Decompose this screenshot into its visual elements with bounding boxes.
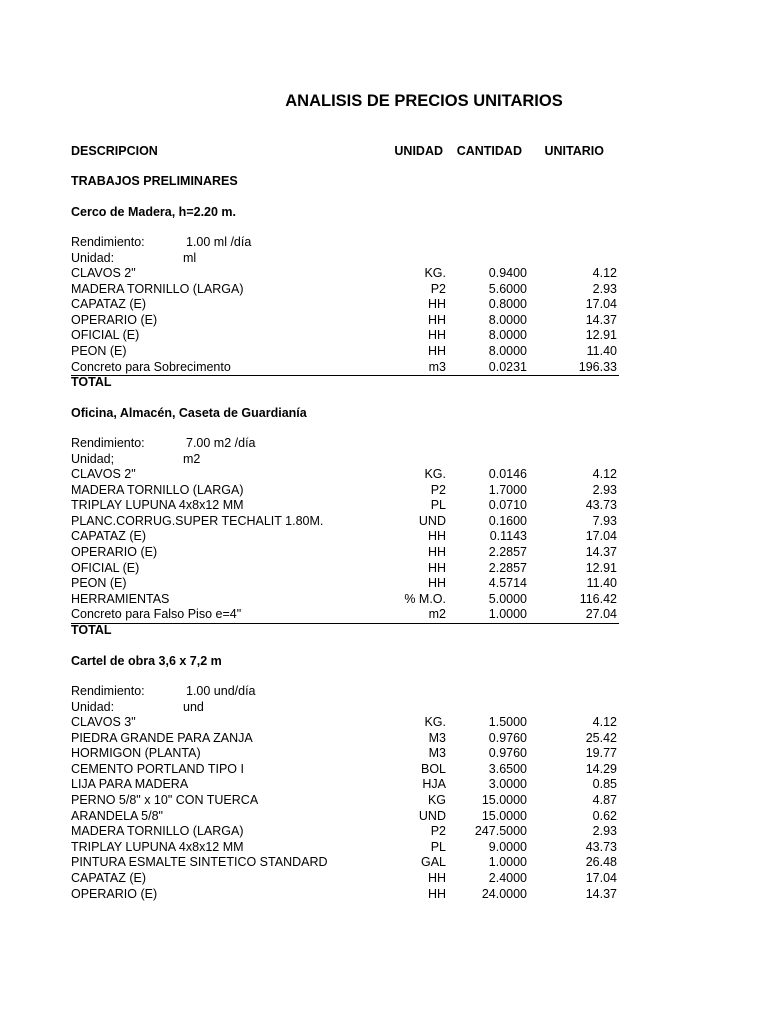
table-row <box>71 606 619 622</box>
table-row <box>71 265 619 281</box>
rendimiento-label: Rendimiento: <box>71 684 145 698</box>
column-header-cantidad: CANTIDAD <box>456 144 522 158</box>
row-unit: HH <box>427 297 446 312</box>
table-row <box>71 886 619 902</box>
unidad-label: Unidad: <box>71 250 115 265</box>
table-row <box>71 359 619 375</box>
row-unit: HH <box>427 871 446 885</box>
row-unit: HH <box>427 328 446 343</box>
column-header-unidad: UNIDAD <box>394 144 443 158</box>
row-unit-price: 0.62 <box>592 808 617 823</box>
row-quantity: 0.0146 <box>488 467 527 481</box>
table-row <box>71 528 619 544</box>
row-unit-price: 25.42 <box>585 730 617 745</box>
row-unit-price: 0.85 <box>592 777 617 792</box>
row-unit-price: 2.93 <box>592 824 617 839</box>
table-row <box>71 761 619 777</box>
row-description: HORMIGON (PLANTA) <box>71 746 201 761</box>
item-title: Cartel de obra 3,6 x 7,2 m <box>71 654 222 668</box>
row-unit: HJA <box>422 777 446 792</box>
row-unit: M3 <box>428 746 446 761</box>
row-unit: HH <box>427 886 446 901</box>
table-row <box>71 466 619 482</box>
row-description: OPERARIO (E) <box>71 545 158 559</box>
row-unit-price: 17.04 <box>585 297 617 312</box>
row-unit-price: 4.12 <box>592 266 617 280</box>
item-title: Cerco de Madera, h=2.20 m. <box>71 205 237 219</box>
row-quantity: 247.5000 <box>474 824 527 839</box>
row-description: CEMENTO PORTLAND TIPO I <box>71 761 244 776</box>
row-description: ARANDELA 5/8" <box>71 808 163 823</box>
row-quantity: 4.5714 <box>488 576 527 591</box>
row-description: LIJA PARA MADERA <box>71 777 189 792</box>
row-unit: HH <box>427 545 446 559</box>
row-description: TRIPLAY LUPUNA 4x8x12 MM <box>71 839 244 854</box>
row-unit: P2 <box>430 482 446 497</box>
row-unit: m3 <box>428 359 446 374</box>
row-unit-price: 116.42 <box>579 591 617 606</box>
table-row <box>71 560 619 576</box>
row-description: Concreto para Sobrecimento <box>71 359 231 374</box>
row-description: CLAVOS 2" <box>71 266 136 280</box>
row-description: PLANC.CORRUG.SUPER TECHALIT 1.80M. <box>71 513 324 528</box>
row-unit: P2 <box>430 281 446 296</box>
row-unit-price: 27.04 <box>585 607 617 622</box>
unidad-label: Unidad; <box>71 451 115 466</box>
unidad-line <box>71 699 619 715</box>
column-header-unitario: UNITARIO <box>544 144 604 158</box>
total-label: TOTAL <box>71 375 112 390</box>
table-row <box>71 808 619 824</box>
row-description: OFICIAL (E) <box>71 560 140 575</box>
row-quantity: 3.0000 <box>488 777 527 792</box>
table-row <box>71 745 619 761</box>
row-quantity: 8.0000 <box>488 328 527 343</box>
row-unit: KG. <box>424 715 446 729</box>
row-description: PEON (E) <box>71 344 127 358</box>
table-row <box>71 776 619 792</box>
row-quantity: 1.0000 <box>488 607 527 622</box>
row-description: CAPATAZ (E) <box>71 297 146 312</box>
row-unit-price: 43.73 <box>585 839 617 854</box>
row-unit: HH <box>427 560 446 575</box>
row-unit-price: 2.93 <box>592 281 617 296</box>
row-unit: HH <box>427 529 446 544</box>
row-description: Concreto para Falso Piso e=4" <box>71 607 242 622</box>
row-description: CAPATAZ (E) <box>71 529 146 544</box>
row-unit: PL <box>430 498 446 513</box>
row-unit-price: 12.91 <box>585 328 617 343</box>
table-row <box>71 870 619 886</box>
row-quantity: 15.0000 <box>481 808 527 823</box>
row-unit-price: 11.40 <box>586 576 617 591</box>
row-quantity: 2.2857 <box>488 545 527 559</box>
row-quantity: 5.0000 <box>488 591 527 606</box>
row-unit-price: 14.37 <box>585 886 617 901</box>
page-title: ANALISIS DE PRECIOS UNITARIOS <box>285 92 563 110</box>
rendimiento-line <box>71 435 619 451</box>
unidad-line <box>71 250 619 266</box>
row-description: MADERA TORNILLO (LARGA) <box>71 482 244 497</box>
row-quantity: 0.9400 <box>488 266 527 280</box>
row-quantity: 24.0000 <box>481 886 527 901</box>
row-quantity: 2.4000 <box>488 871 527 885</box>
row-description: PERNO 5/8" x 10" CON TUERCA <box>71 793 259 807</box>
row-quantity: 8.0000 <box>488 312 527 327</box>
row-quantity: 0.0231 <box>488 359 527 374</box>
row-unit-price: 14.37 <box>585 312 617 327</box>
row-unit: P2 <box>430 824 446 839</box>
row-unit-price: 14.37 <box>585 545 617 559</box>
row-quantity: 0.8000 <box>488 297 527 312</box>
rendimiento-label: Rendimiento: <box>71 235 145 249</box>
row-unit: % M.O. <box>404 591 446 606</box>
table-row <box>71 343 619 359</box>
row-unit: HH <box>427 576 446 591</box>
unidad-value: und <box>183 699 204 714</box>
row-quantity: 15.0000 <box>481 793 527 807</box>
rendimiento-value: 1.00 ml /día <box>186 235 252 249</box>
table-row <box>71 281 619 297</box>
row-unit-price: 7.93 <box>592 513 617 528</box>
total-label: TOTAL <box>71 623 112 637</box>
row-quantity: 0.9760 <box>488 746 527 761</box>
row-unit: GAL <box>420 855 446 870</box>
row-unit-price: 17.04 <box>585 871 617 885</box>
row-quantity: 5.6000 <box>488 281 527 296</box>
item-title: Oficina, Almacén, Caseta de Guardianía <box>71 406 307 420</box>
rendimiento-value: 1.00 und/día <box>186 684 256 698</box>
table-row <box>71 312 619 328</box>
row-unit: UND <box>418 808 446 823</box>
table-row <box>71 327 619 343</box>
row-description: PEON (E) <box>71 576 127 591</box>
row-unit-price: 12.91 <box>585 560 617 575</box>
row-quantity: 1.7000 <box>488 482 527 497</box>
row-unit-price: 4.12 <box>592 467 617 481</box>
row-description: HERRAMIENTAS <box>71 591 170 606</box>
unidad-label: Unidad: <box>71 699 115 714</box>
row-unit-price: 19.77 <box>585 746 617 761</box>
row-quantity: 0.9760 <box>488 730 527 745</box>
row-quantity: 0.0710 <box>488 498 527 513</box>
row-unit: BOL <box>420 761 446 776</box>
unidad-value: m2 <box>183 451 201 466</box>
table-row <box>71 497 619 513</box>
row-quantity: 2.2857 <box>488 560 527 575</box>
rendimiento-line <box>71 234 619 250</box>
unidad-line <box>71 451 619 467</box>
row-quantity: 3.6500 <box>488 761 527 776</box>
rendimiento-line <box>71 683 619 699</box>
row-unit-price: 17.04 <box>585 529 617 544</box>
table-row <box>71 296 619 312</box>
table-row <box>71 839 619 855</box>
table-row <box>71 823 619 839</box>
row-description: TRIPLAY LUPUNA 4x8x12 MM <box>71 498 244 513</box>
table-row <box>71 792 619 808</box>
row-unit: m2 <box>428 607 446 622</box>
row-unit: HH <box>427 312 446 327</box>
row-unit: M3 <box>428 730 446 745</box>
row-unit-price: 14.29 <box>585 761 617 776</box>
table-row <box>71 482 619 498</box>
row-quantity: 0.1600 <box>488 513 527 528</box>
row-quantity: 1.5000 <box>488 715 527 729</box>
table-row <box>71 854 619 870</box>
unidad-value: ml <box>183 250 197 265</box>
row-unit: HH <box>427 344 446 358</box>
row-description: MADERA TORNILLO (LARGA) <box>71 824 244 839</box>
row-description: PIEDRA GRANDE PARA ZANJA <box>71 730 253 745</box>
row-unit: KG <box>427 793 446 807</box>
row-quantity: 0.1143 <box>489 529 527 544</box>
row-description: CLAVOS 2" <box>71 467 136 481</box>
column-header-row <box>71 143 619 159</box>
row-unit: UND <box>418 513 446 528</box>
row-quantity: 1.0000 <box>488 855 527 870</box>
row-unit-price: 43.73 <box>585 498 617 513</box>
row-unit-price: 11.40 <box>586 344 617 358</box>
table-row <box>71 575 619 591</box>
row-unit-price: 4.87 <box>592 793 617 807</box>
row-description: OFICIAL (E) <box>71 328 140 343</box>
table-row <box>71 714 619 730</box>
row-unit-price: 4.12 <box>592 715 617 729</box>
row-description: OPERARIO (E) <box>71 886 158 901</box>
table-row <box>71 544 619 560</box>
row-description: PINTURA ESMALTE SINTETICO STANDARD <box>71 855 328 870</box>
table-row <box>71 513 619 529</box>
section-title: TRABAJOS PRELIMINARES <box>71 174 238 188</box>
row-description: MADERA TORNILLO (LARGA) <box>71 281 244 296</box>
column-header-descripcion: DESCRIPCION <box>71 144 158 158</box>
row-unit: PL <box>430 839 446 854</box>
row-quantity: 9.0000 <box>488 839 527 854</box>
row-unit: KG. <box>424 467 446 481</box>
row-description: CLAVOS 3" <box>71 715 136 729</box>
row-description: OPERARIO (E) <box>71 312 158 327</box>
row-unit-price: 196.33 <box>578 359 617 374</box>
row-unit-price: 2.93 <box>592 482 617 497</box>
rendimiento-value: 7.00 m2 /día <box>186 436 256 450</box>
row-unit: KG. <box>424 266 446 280</box>
row-quantity: 8.0000 <box>488 344 527 358</box>
table-row <box>71 591 619 607</box>
rendimiento-label: Rendimiento: <box>71 436 145 450</box>
row-unit-price: 26.48 <box>585 855 617 870</box>
table-row <box>71 730 619 746</box>
row-description: CAPATAZ (E) <box>71 871 146 885</box>
